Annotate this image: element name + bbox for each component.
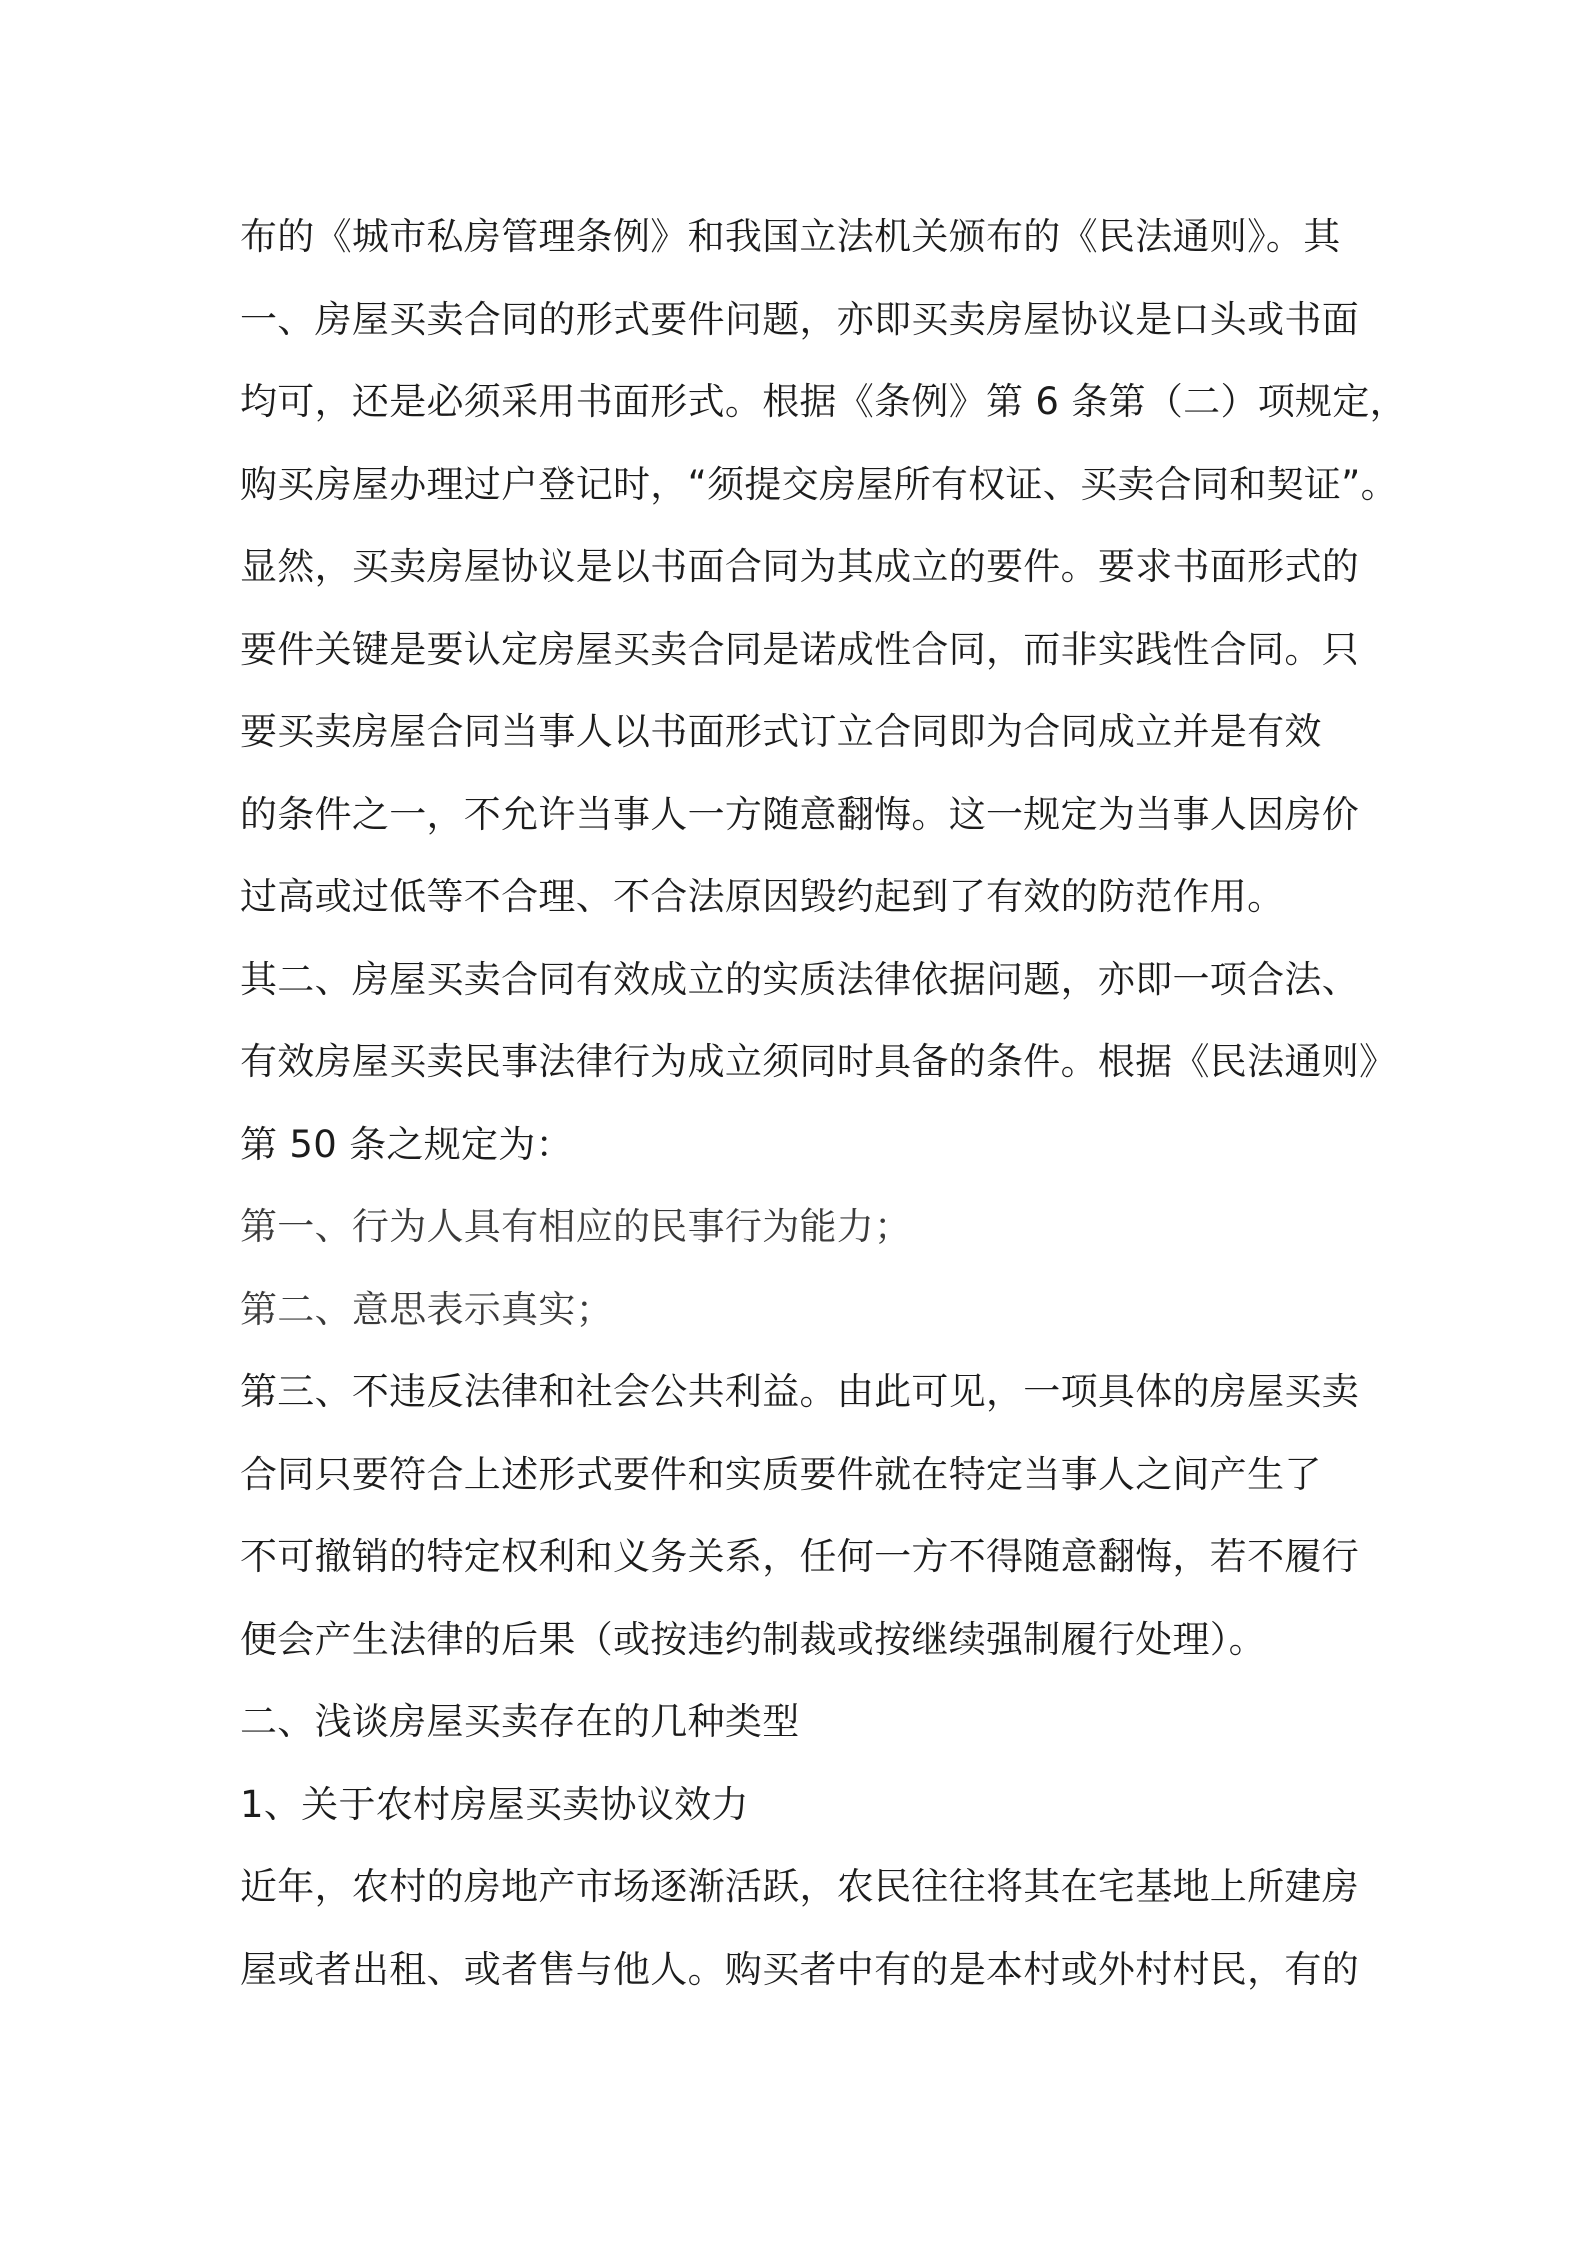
list-item: 第二、意思表示真实；	[240, 1287, 613, 1331]
list-item: 第三、不违反法律和社会公共利益。由此可见，一项具体的房屋买卖	[240, 1370, 1359, 1413]
paragraph-line: 其二、房屋买卖合同有效成立的实质法律依据问题，亦即一项合法、	[240, 957, 1359, 1001]
subsection-heading: 1、关于农村房屋买卖协议效力	[240, 1782, 749, 1826]
paragraph-line: 有效房屋买卖民事法律行为成立须同时具备的条件。根据《民法通则》	[240, 1040, 1397, 1083]
paragraph-line: 屋或者出租、或者售与他人。购买者中有的是本村或外村村民，有的	[240, 1947, 1359, 1991]
paragraph-line: 过高或过低等不合理、不合法原因毁约起到了有效的防范作用。	[240, 875, 1285, 918]
paragraph-line: 要件关键是要认定房屋买卖合同是诺成性合同，而非实践性合同。只	[240, 627, 1359, 671]
list-item: 第一、行为人具有相应的民事行为能力；	[240, 1205, 912, 1248]
paragraph-line: 近年，农村的房地产市场逐渐活跃，农民往往将其在宅基地上所建房	[240, 1865, 1359, 1908]
paragraph-line: 合同只要符合上述形式要件和实质要件就在特定当事人之间产生了	[240, 1452, 1322, 1496]
paragraph-line: 购买房屋办理过户登记时，“须提交房屋所有权证、买卖合同和契证”。	[240, 462, 1398, 506]
paragraph-line: 的条件之一，不允许当事人一方随意翻悔。这一规定为当事人因房价	[240, 792, 1359, 836]
section-heading: 二、浅谈房屋买卖存在的几种类型	[240, 1700, 800, 1743]
paragraph-line: 均可，还是必须采用书面形式。根据《条例》第 6 条第（二）项规定，	[240, 380, 1407, 423]
paragraph-line: 要买卖房屋合同当事人以书面形式订立合同即为合同成立并是有效	[240, 710, 1322, 753]
paragraph-line: 不可撤销的特定权利和义务关系，任何一方不得随意翻悔，若不履行	[240, 1535, 1359, 1578]
paragraph-line: 显然，买卖房屋协议是以书面合同为其成立的要件。要求书面形式的	[240, 545, 1359, 588]
paragraph-line: 布的《城市私房管理条例》和我国立法机关颁布的《民法通则》。其	[240, 215, 1341, 258]
paragraph-line: 便会产生法律的后果（或按违约制裁或按继续强制履行处理）。	[240, 1617, 1266, 1661]
paragraph-line: 一、房屋买卖合同的形式要件问题，亦即买卖房屋协议是口头或书面	[240, 297, 1359, 341]
document-body	[240, 196, 1407, 2011]
paragraph-line: 第 50 条之规定为：	[240, 1122, 573, 1166]
